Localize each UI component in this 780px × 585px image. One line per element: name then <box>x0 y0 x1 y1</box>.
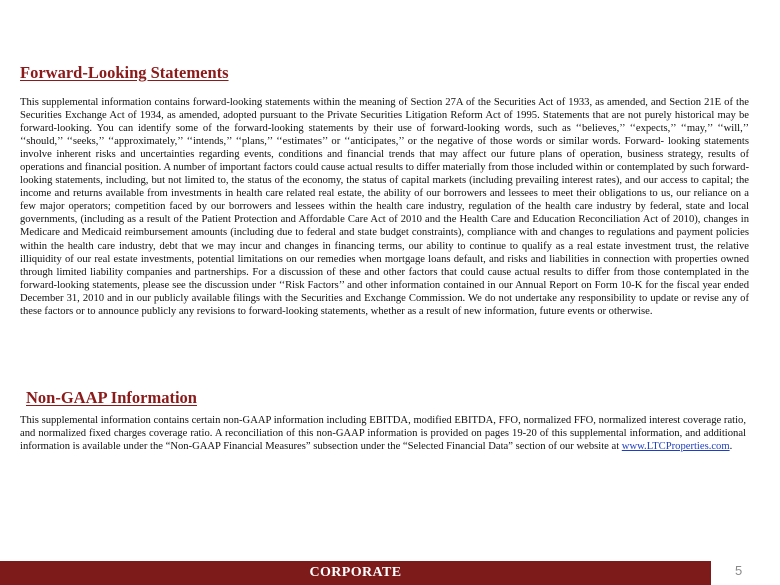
non-gaap-text: This supplemental information contains certain non-GAAP information including EBITDA, modified EBITDA, FFO, normalized FFO, normalized interest coverage ratio, and normalized fixed charges coverage ratio. A reconciliation of this non-GAAP information is provided on pages 19-20 of this supplemental information, and additional information is available under the “Non-GAAP Financial Measures” subsection under the “Selected Financial Data” section of our website at <box>20 415 746 453</box>
non-gaap-heading: Non-GAAP Information <box>26 388 197 407</box>
website-link[interactable]: www.LTCProperties.com <box>621 441 730 453</box>
page-number: 5 <box>735 563 743 578</box>
forward-looking-paragraph: This supplemental information contains forward-looking statements within the meaning of Section 27A of the Securities Act of 1933, as amended, and Section 21E of the Securities Exchange Act of 1934, as amended, adopted pursuant to the Private Securities Litigation Reform Act of 1995. Statements that are not purely historical may be forward-looking. You can identify some of the forward-looking statements by their use of forward-looking words, such as ‘‘believes,’’ ‘‘expects,’’ ‘‘may,’’ ‘‘will,’’ ‘‘should,’’ ‘‘seeks,’’ ‘‘approximately,’’ ‘‘intends,’’ ‘‘plans,’’ ‘‘estimates’’ or ‘‘anticipates,’’ or the negative of those words or similar words. Forward- looking statements involve inherent risks and uncertainties regarding events, conditions and financial trends that may affect our future plans of operation, business strategy, results of operations and financial position. A number of important factors could cause actual results to differ materially from those included within or contemplated by such forward-looking statements, including, but not limited to, the status of the economy, the status of capital markets (including prevailing interest rates), and our access to capital; the income and returns available from investments in health care related real estate, the ability of our borrowers and lessees to meet their obligations to us, our reliance on a few major operators; competition faced by our borrowers and lessees within the health care industry, regulation of the health care industry by federal, state and local governments, (including as a result of the Patient Protection and Affordable Care Act of 2010 and the Health Care and Education Reconciliation Act of 2010), changes in Medicare and Medicaid reimbursement amounts (including due to federal and state budget constraints), compliance with and changes to regulations and payment policies within the health care industry, debt that we may incur and changes in financing terms, our ability to continue to qualify as a real estate investment trust, the relative illiquidity of our real estate investments, potential limitations on our remedies when mortgage loans default, and risks and liabilities in connection with properties owned through limited liability companies and partnerships. For a discussion of these and other factors that could cause actual results to differ from those contemplated in the forward-looking statements, please see the discussion under ‘‘Risk Factors’’ and other information contained in our Annual Report on Form 10-K for the fiscal year ended December 31, 2010 and in our publicly available filings with the Securities and Exchange Commission. We do not undertake any responsibility to update or revise any of these factors or to announce publicly any revisions to forward-looking statements, whether as a result of new information, future events or otherwise. <box>20 97 749 317</box>
non-gaap-text-end: . <box>729 441 733 453</box>
footer-bar <box>0 561 711 585</box>
non-gaap-paragraph <box>20 414 746 453</box>
footer-section-label: CORPORATE <box>309 565 402 580</box>
forward-looking-heading: Forward-Looking Statements <box>20 63 229 82</box>
